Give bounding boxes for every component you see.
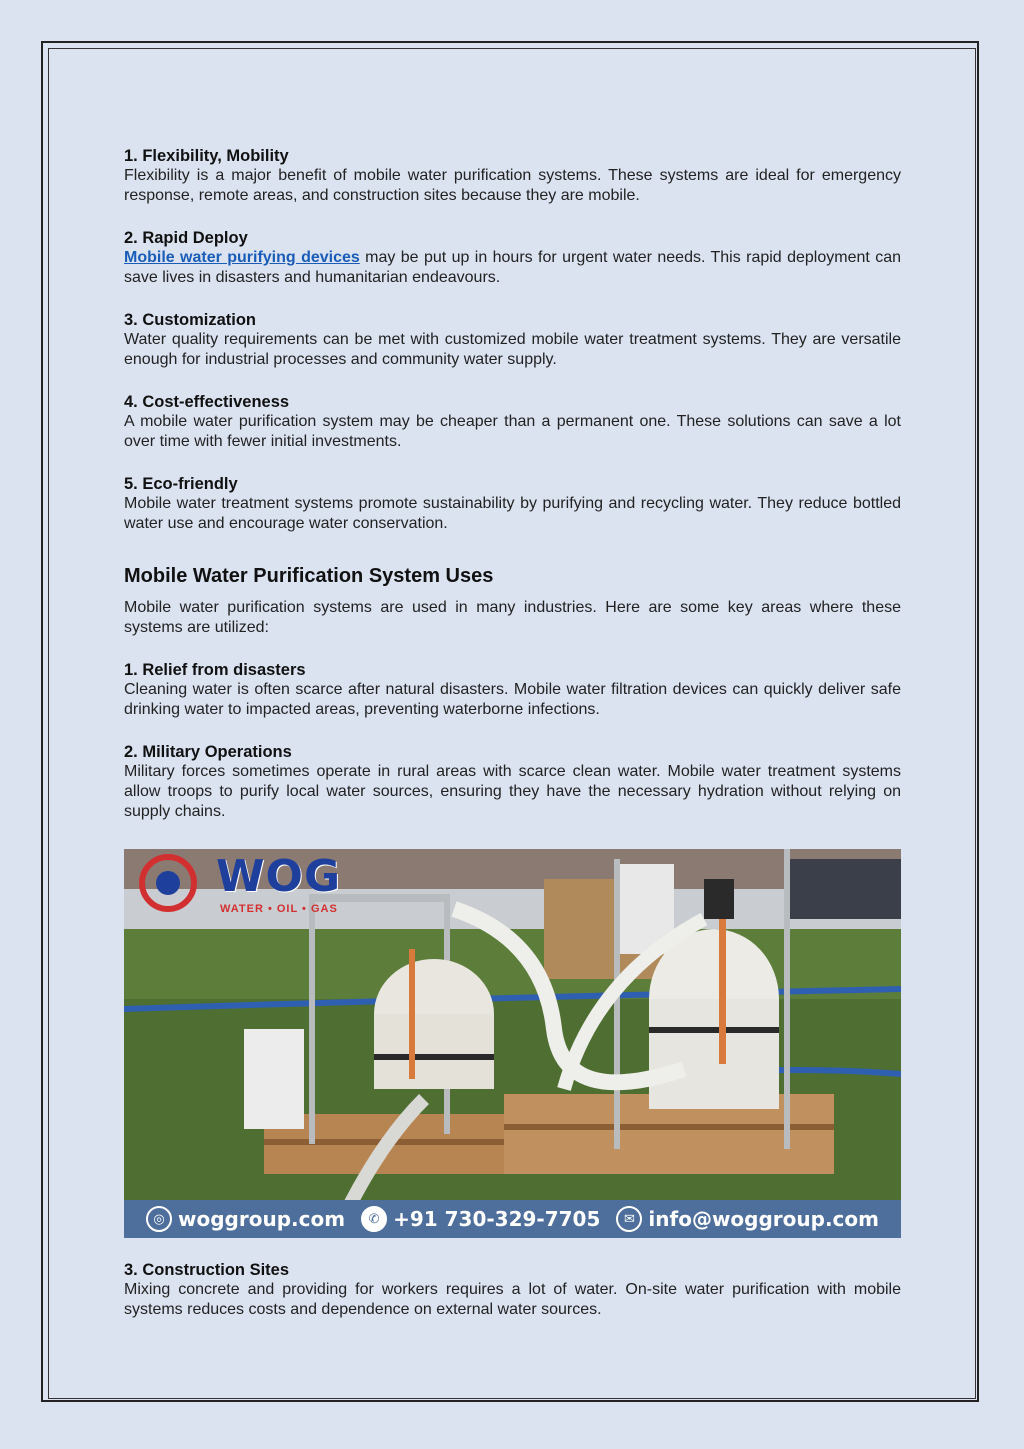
website-contact[interactable]	[146, 1206, 345, 1232]
benefit-title: 4. Cost-effectiveness	[124, 393, 290, 411]
email-text: info@woggroup.com	[648, 1207, 879, 1231]
benefit-item	[124, 228, 901, 288]
benefit-text-rest: may be put up in hours for urgent water needs. This rapid deployment can save lives in disasters and humanitarian endeavours.	[124, 249, 901, 286]
contact-bar	[124, 1200, 901, 1238]
benefit-title: 1. Flexibility, Mobility	[124, 147, 289, 165]
lower-content	[124, 1260, 901, 1342]
phone-icon: ✆	[361, 1206, 387, 1232]
benefit-title: 5. Eco-friendly	[124, 475, 238, 493]
section-intro: Mobile water purification systems are used in many industries. Here are some key areas where these systems are utilized:	[124, 599, 901, 636]
benefit-text: Water quality requirements can be met with customized mobile water treatment systems. They are versatile enough for industrial processes and community water supply.	[124, 331, 901, 368]
use-item	[124, 660, 901, 720]
main-content	[124, 146, 901, 844]
benefit-item	[124, 146, 901, 206]
benefit-item	[124, 474, 901, 534]
globe-icon: ◎	[146, 1206, 172, 1232]
email-contact[interactable]	[616, 1206, 879, 1232]
use-text: Military forces sometimes operate in rural areas with scarce clean water. Mobile water treatment systems allow troops to purify local water sources, ensuring they have the necessary hydration without relying on supply chains.	[124, 763, 901, 820]
logo-text: WOG	[216, 851, 342, 902]
benefit-text: Mobile water treatment systems promote sustainability by purifying and recycling water. They reduce bottled water use and encourage water conservation.	[124, 495, 901, 532]
logo-tagline: WATER • OIL • GAS	[220, 903, 338, 915]
use-title: 2. Military Operations	[124, 743, 292, 761]
use-text: Mixing concrete and providing for workers requires a lot of water. On-site water purification with mobile systems reduces costs and dependence on external water sources.	[124, 1281, 901, 1318]
use-item	[124, 742, 901, 822]
benefit-item	[124, 392, 901, 452]
water-purifier-photo	[124, 849, 901, 1238]
phone-contact[interactable]	[361, 1206, 600, 1232]
use-title: 1. Relief from disasters	[124, 661, 306, 679]
benefit-item	[124, 310, 901, 370]
benefit-title: 2. Rapid Deploy	[124, 229, 248, 247]
use-text: Cleaning water is often scarce after natural disasters. Mobile water filtration devices can quickly deliver safe drinking water to impacted areas, preventing waterborne infections.	[124, 681, 901, 718]
mobile-water-devices-link[interactable]: Mobile water purifying devices	[124, 249, 360, 266]
benefit-text: A mobile water purification system may be cheaper than a permanent one. These solutions can save a lot over time with fewer initial investments.	[124, 413, 901, 450]
use-item	[124, 1260, 901, 1320]
website-text: woggroup.com	[178, 1207, 346, 1231]
benefit-text: Flexibility is a major benefit of mobile water purification systems. These systems are ideal for emergency response, remote areas, and construction sites because they are mobile.	[124, 167, 901, 204]
benefit-title: 3. Customization	[124, 311, 257, 329]
benefit-text	[124, 248, 901, 288]
section-heading: Mobile Water Purification System Uses	[124, 565, 494, 587]
use-title: 3. Construction Sites	[124, 1261, 290, 1279]
phone-text: +91 730-329-7705	[393, 1207, 601, 1231]
mail-icon: ✉	[616, 1206, 642, 1232]
wog-logo	[134, 851, 342, 902]
